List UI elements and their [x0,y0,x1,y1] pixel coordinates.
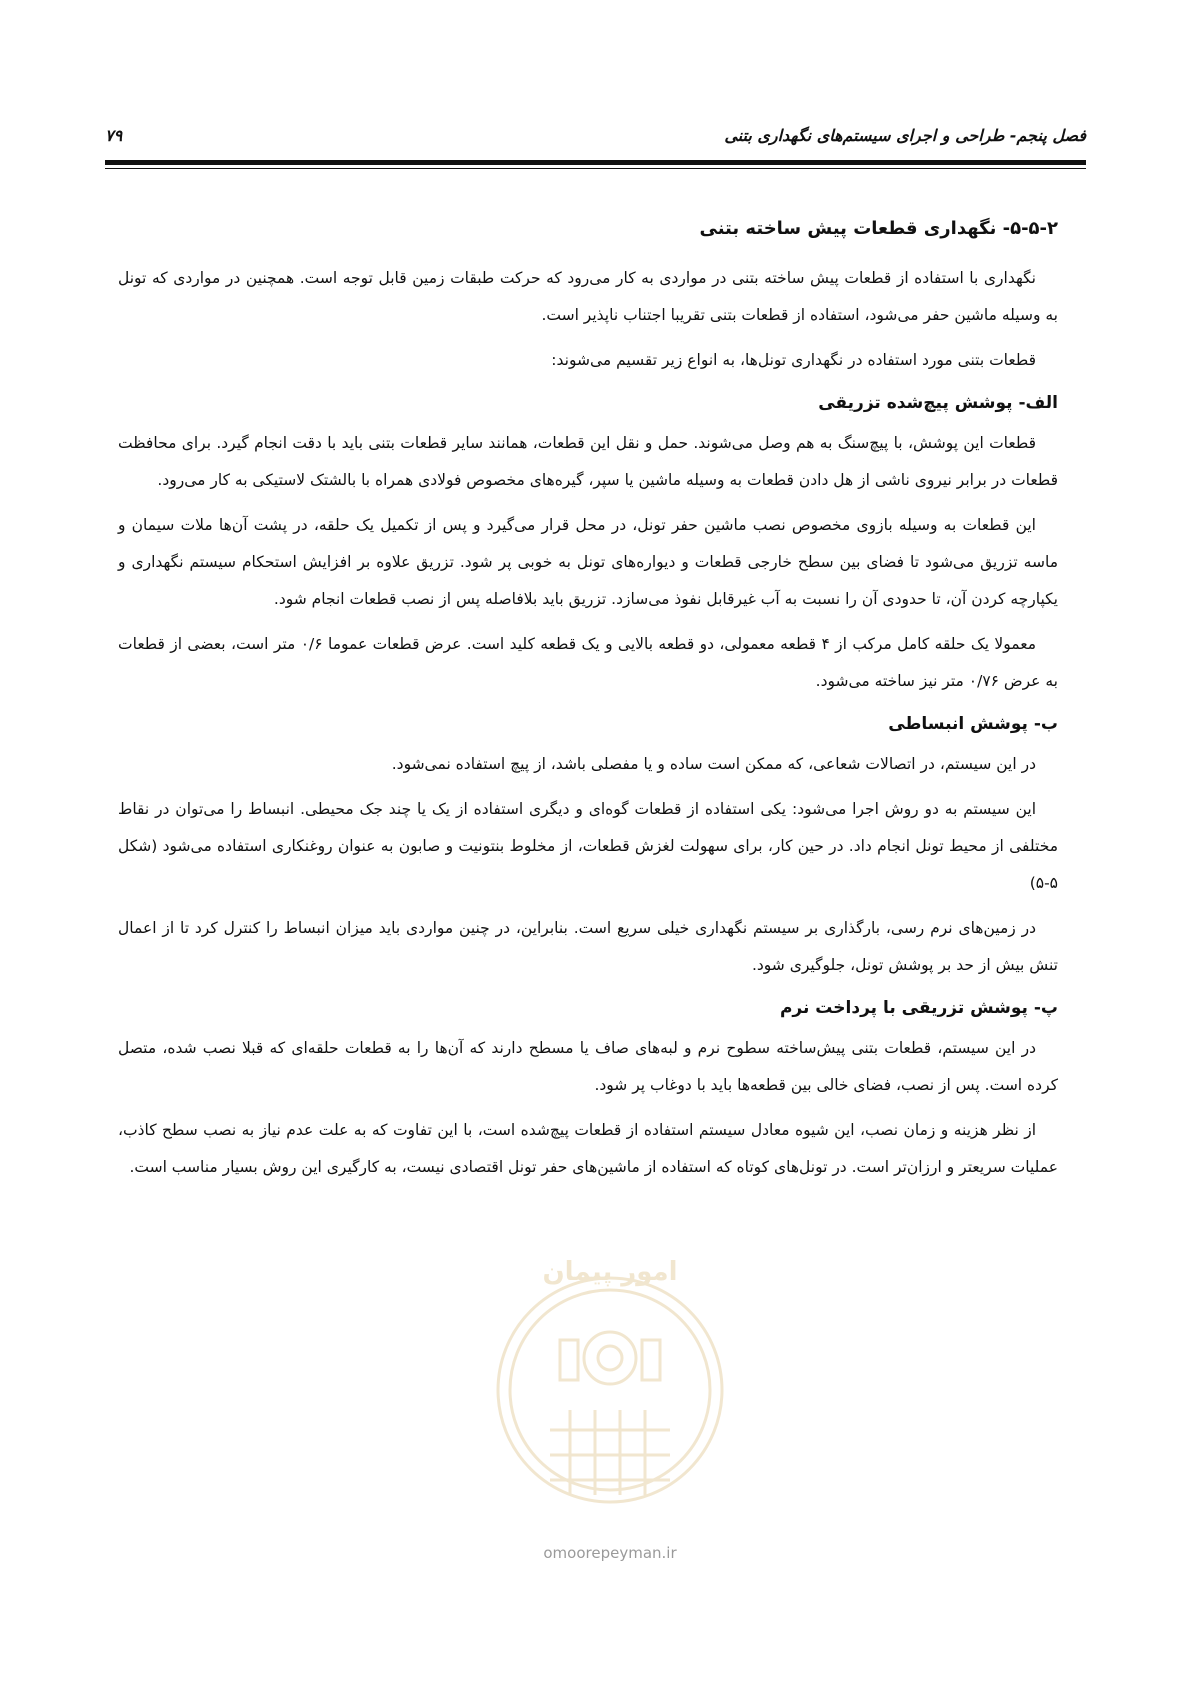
watermark-logo-text: امور پیمان [542,1257,678,1287]
intro-paragraph-1: نگهداری با استفاده از قطعات پیش ساخته بتنی در مواردی به کار می‌رود که حرکت طبقات زمین قابل توجه است. همچنین در مواردی که تونل به وسیله ماشین حفر می‌شود، استفاده از قطعات بتنی تقریبا اجتناب ناپذیر است. [118,269,1058,324]
section-heading: ۵-۵-۲- نگهداری قطعات پیش ساخته بتنی [699,218,1058,239]
paragraph-b-1: در این سیستم، در اتصالات شعاعی، که ممکن است ساده و یا مفصلی باشد، از پیچ استفاده نمی‌شود. [391,755,1036,773]
subsection-heading-p: پ- پوشش تزریقی با پرداخت نرم [779,998,1058,1018]
header-rule-thin [105,168,1086,169]
header-rule-thick [105,160,1086,165]
paragraph-b-2: این سیستم به دو روش اجرا می‌شود: یکی استفاده از قطعات گوه‌ای و دیگری استفاده از یک یا چند جک محیطی. انبساط را می‌توان در نقاط مختلفی از محیط تونل انجام داد. در حین کار، برای سهولت لغزش قطعات، از مخلوط بنتونیت و صابون به عنوان روغنکاری استفاده می‌شود (شکل ۵-۵) [118,800,1058,892]
paragraph-a-1: قطعات این پوشش، با پیچ‌سنگ به هم وصل می‌شوند. حمل و نقل این قطعات، همانند سایر قطعات بتنی باید با دقت انجام گیرد. برای محافظت قطعات در برابر نیروی ناشی از هل دادن قطعات به وسیله ماشین یا سپر، گیره‌های مخصوص فولادی همراه با بالشتک لاستیکی به کار می‌رود. [118,434,1058,489]
watermark-url: omoorepeyman.ir [543,1544,677,1562]
paragraph-p-2: از نظر هزینه و زمان نصب، این شیوه معادل سیستم استفاده از قطعات پیچ‌شده است، با این تفاوت که به علت عدم نیاز به نصب سطح کاذب، عملیات سریعتر و ارزان‌تر است. در تونل‌های کوتاه که استفاده از ماشین‌های حفر تونل اقتصادی نیست، به کارگیری این روش بسیار مناسب است. [118,1121,1058,1176]
paragraph-p-1: در این سیستم، قطعات بتنی پیش‌ساخته سطوح نرم و لبه‌های صاف یا مسطح دارند که آن‌ها را به قطعات حلقه‌ای که قبلا نصب شده، متصل کرده است. پس از نصب، فضای خالی بین قطعه‌ها باید با دوغاب پر شود. [118,1039,1058,1094]
page-number: ۷۹ [105,126,123,145]
subsection-heading-b: ب- پوشش انبساطی [888,714,1058,734]
paragraph-a-3: معمولا یک حلقه کامل مرکب از ۴ قطعه معمولی، دو قطعه بالایی و یک قطعه کلید است. عرض قطعات عموما ۰/۶ متر است، بعضی از قطعات به عرض ۰/۷۶ متر نیز ساخته می‌شود. [118,635,1058,690]
page-header [105,126,1086,152]
paragraph-b-3: در زمین‌های نرم رسی، بارگذاری بر سیستم نگهداری خیلی سریع است. بنابراین، در چنین مواردی باید میزان انبساط را کنترل کرد تا از اعمال تنش بیش از حد بر پوشش تونل، جلوگیری شود. [118,919,1058,974]
chapter-title: فصل پنجم- طراحی و اجرای سیستم‌های نگهداری بتنی [724,126,1086,145]
subsection-heading-a: الف- پوشش پیچ‌شده تزریقی [818,393,1058,413]
intro-paragraph-2: قطعات بتنی مورد استفاده در نگهداری تونل‌ها، به انواع زیر تقسیم می‌شوند: [551,351,1036,369]
paragraph-a-2: این قطعات به وسیله بازوی مخصوص نصب ماشین حفر تونل، در محل قرار می‌گیرد و پس از تکمیل یک حلقه، در پشت آن‌ها ملات سیمان و ماسه تزریق می‌شود تا فضای بین سطح خارجی قطعات و دیواره‌های تونل به خوبی پر شود. تزریق علاوه بر افزایش استحکام سیستم نگهداری و یکپارچه کردن آن، تا حدودی آن را نسبت به آب غیرقابل نفوذ می‌سازد. تزریق باید بلافاصله پس از نصب قطعات انجام شود. [118,516,1058,608]
omoore-peyman-logo-icon [490,1240,730,1530]
page-content [118,212,1058,1194]
